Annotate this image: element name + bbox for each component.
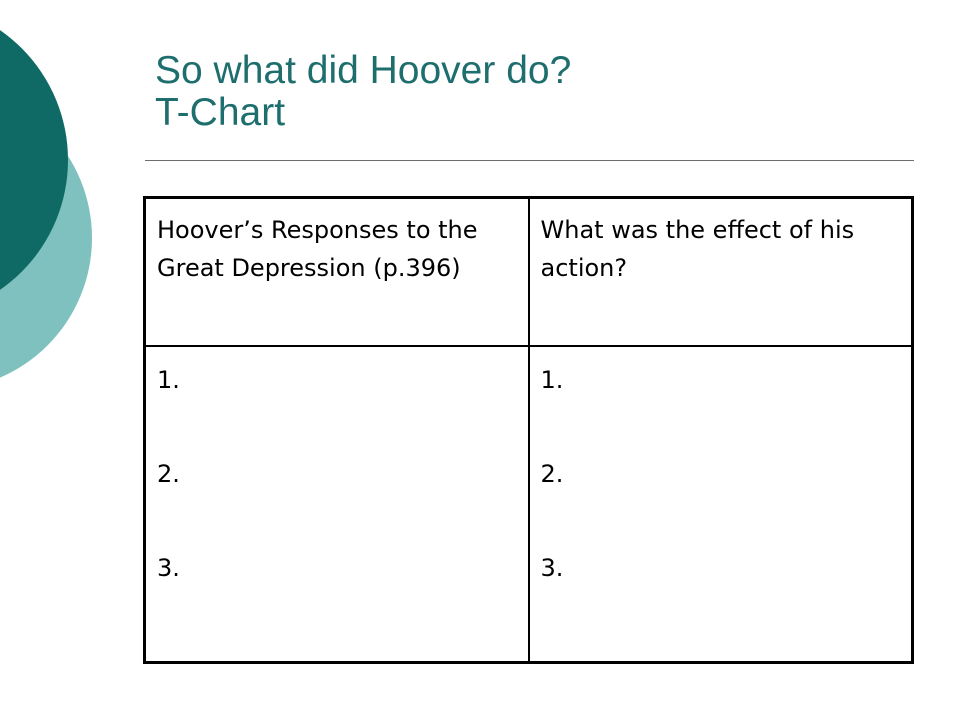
header-effects: What was the effect of his action? bbox=[529, 198, 913, 347]
responses-cell bbox=[145, 346, 529, 663]
response-item-1: 1. bbox=[157, 366, 180, 394]
title-divider bbox=[145, 160, 914, 161]
effect-item-3: 3. bbox=[540, 554, 564, 582]
effects-cell bbox=[529, 346, 913, 663]
table-header-row bbox=[145, 198, 913, 347]
header-responses: Hoover’s Responses to the Great Depression (p.396) bbox=[145, 198, 529, 347]
response-item-3: 3. bbox=[157, 554, 180, 582]
t-chart-table bbox=[143, 196, 914, 664]
title-line-2: T-Chart bbox=[155, 91, 286, 134]
title-line-1: So what did Hoover do? bbox=[155, 49, 572, 92]
decorative-circles bbox=[0, 0, 120, 400]
slide-title bbox=[155, 50, 915, 134]
effect-item-1: 1. bbox=[540, 366, 564, 394]
table-body-row bbox=[145, 346, 913, 663]
response-item-2: 2. bbox=[157, 460, 180, 488]
effect-item-2: 2. bbox=[540, 460, 564, 488]
